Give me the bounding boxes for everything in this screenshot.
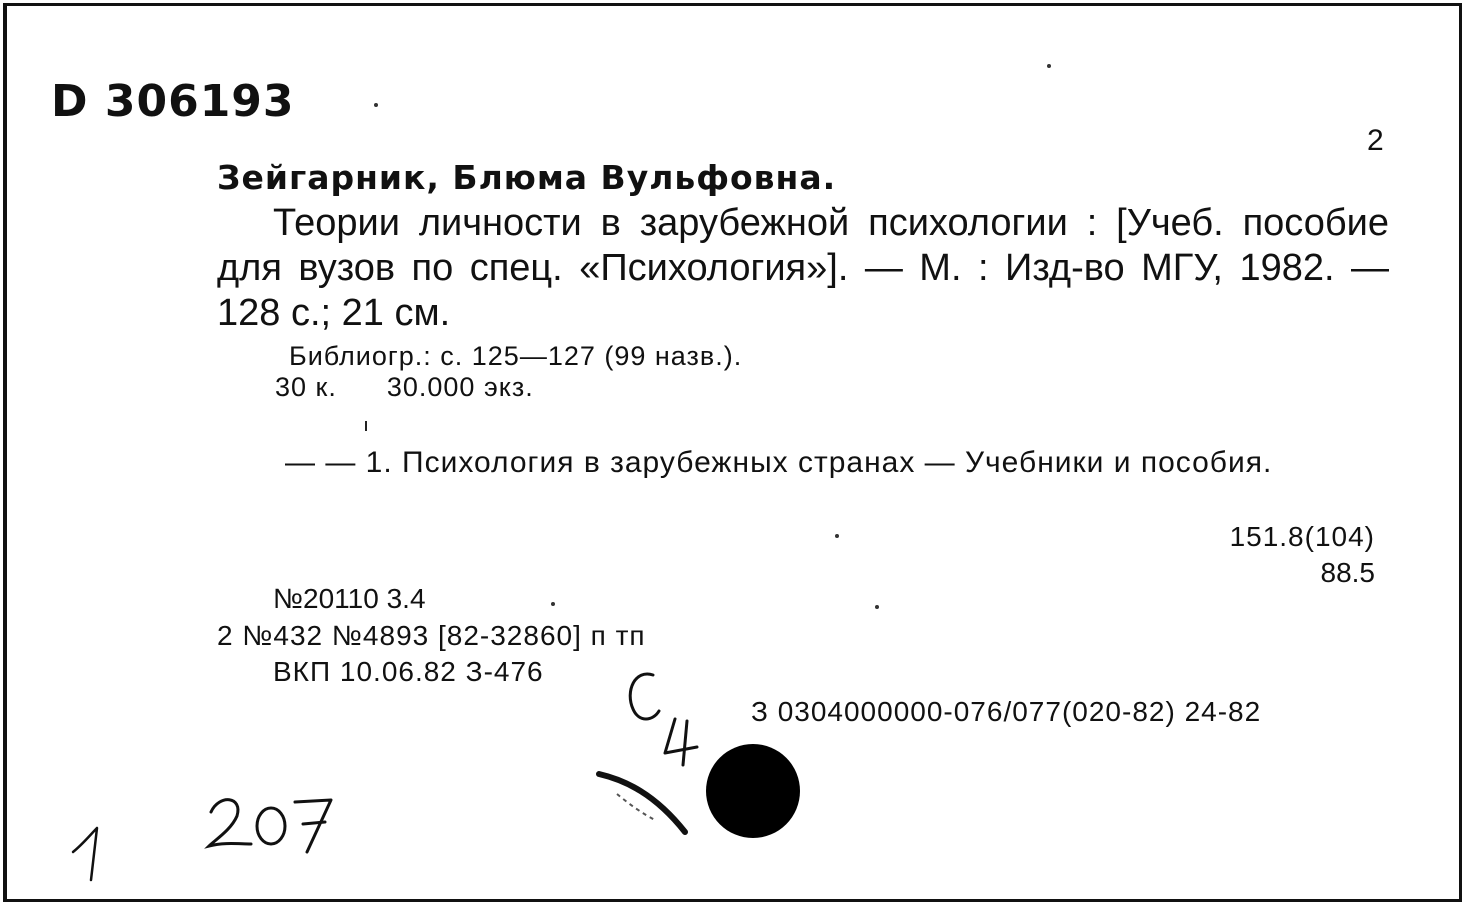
scan-speck bbox=[551, 602, 555, 606]
handwritten-mark bbox=[69, 824, 109, 884]
classification-code: 88.5 bbox=[1320, 557, 1375, 588]
tick-mark bbox=[365, 421, 367, 431]
handwritten-arrow bbox=[595, 764, 695, 839]
inventory-stamp: D 306193 bbox=[51, 76, 295, 127]
card-number: 2 bbox=[1367, 124, 1384, 157]
order-line: 2 №432 №4893 [82-32860] п тп bbox=[217, 620, 646, 651]
author-heading: Зейгарник, Блюма Вульфовна. bbox=[217, 158, 837, 197]
price: 30 к. bbox=[275, 372, 337, 402]
print-run: 30.000 экз. bbox=[386, 372, 534, 402]
classification-code: 151.8(104) bbox=[1229, 521, 1375, 552]
scan-speck bbox=[374, 103, 378, 107]
punch-hole bbox=[703, 741, 803, 841]
subject-heading: — — 1. Психология в зарубежных странах — Учебники и пособия. bbox=[285, 446, 1273, 479]
handwritten-number bbox=[203, 786, 343, 856]
publisher-code: З 0304000000-076/077(020-82) 24-82 bbox=[751, 696, 1262, 727]
scan-speck bbox=[835, 534, 839, 538]
price-and-print-run bbox=[275, 372, 534, 403]
order-line: ВКП 10.06.82 З-476 bbox=[273, 656, 544, 687]
catalog-card bbox=[3, 3, 1462, 902]
bibliographic-description: Теории личности в зарубежной психологии : [Учеб. пособие для вузов по спец. «Психология»]. — М. : Изд-во МГУ, 1982. — 128 с.; 21 см. bbox=[217, 202, 1389, 334]
scan-speck bbox=[875, 605, 879, 609]
order-line: №20110 3.4 bbox=[273, 583, 426, 614]
bibliography-note: Библиогр.: с. 125—127 (99 назв.). bbox=[289, 341, 743, 371]
scan-speck bbox=[1047, 64, 1051, 68]
